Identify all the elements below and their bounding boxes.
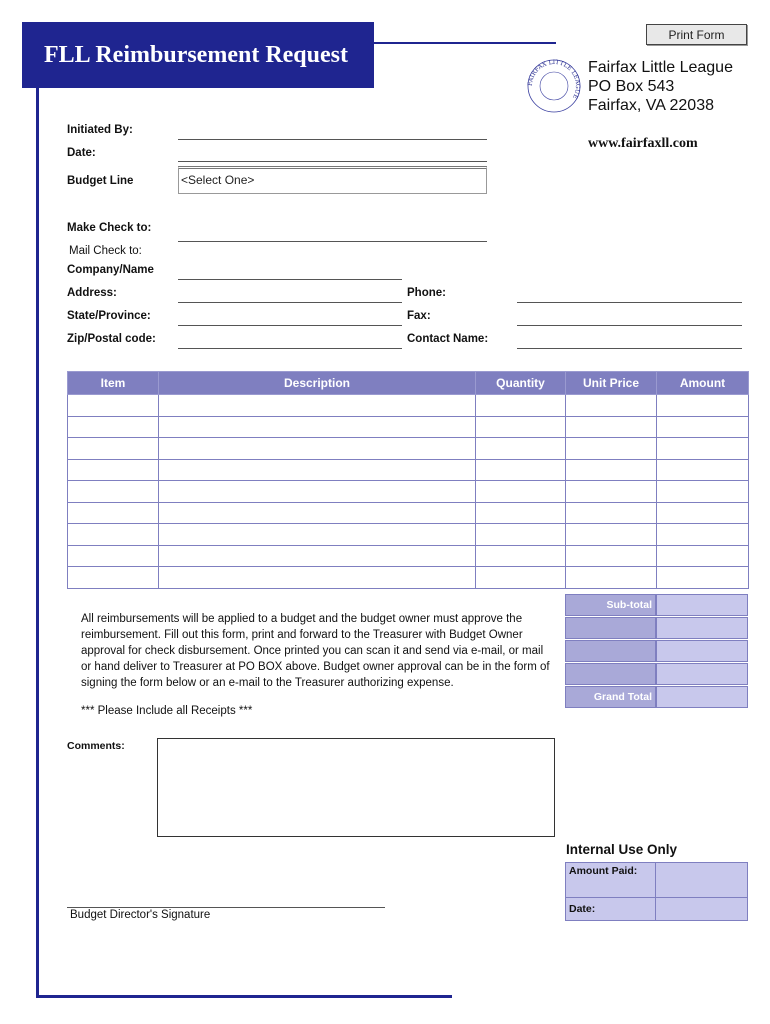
state-field[interactable] xyxy=(178,325,402,326)
table-cell[interactable] xyxy=(476,567,566,589)
subtotal-value[interactable] xyxy=(656,594,748,616)
phone-label: Phone: xyxy=(407,287,446,299)
table-cell[interactable] xyxy=(159,567,476,589)
org-website: www.fairfaxll.com xyxy=(588,136,698,151)
amount-paid-label: Amount Paid: xyxy=(566,863,656,897)
table-cell[interactable] xyxy=(68,481,159,503)
table-cell[interactable] xyxy=(159,502,476,524)
internal-use-title: Internal Use Only xyxy=(566,842,678,857)
contact-name-field[interactable] xyxy=(517,348,742,349)
totals-value[interactable] xyxy=(656,617,748,639)
amount-paid-row xyxy=(565,862,748,898)
contact-name-label: Contact Name: xyxy=(407,333,489,345)
comments-label: Comments: xyxy=(67,740,125,752)
grand-total-value[interactable] xyxy=(656,686,748,708)
table-cell[interactable] xyxy=(566,481,657,503)
comments-textarea[interactable] xyxy=(157,738,555,837)
grand-total-row xyxy=(565,686,748,709)
phone-field[interactable] xyxy=(517,302,742,303)
table-row xyxy=(68,481,749,503)
table-cell[interactable] xyxy=(159,481,476,503)
company-name-label: Company/Name xyxy=(67,264,154,276)
table-cell[interactable] xyxy=(476,459,566,481)
address-field[interactable] xyxy=(178,302,402,303)
zip-label: Zip/Postal code: xyxy=(67,333,156,345)
table-cell[interactable] xyxy=(657,395,749,417)
zip-field[interactable] xyxy=(178,348,402,349)
items-table xyxy=(67,371,749,589)
table-cell[interactable] xyxy=(657,524,749,546)
table-cell[interactable] xyxy=(159,524,476,546)
table-row xyxy=(68,524,749,546)
date-label: Date: xyxy=(67,147,96,159)
table-row xyxy=(68,459,749,481)
org-name: Fairfax Little League xyxy=(588,59,733,76)
table-cell[interactable] xyxy=(566,416,657,438)
description-header: Description xyxy=(159,372,476,395)
table-cell[interactable] xyxy=(476,481,566,503)
initiated-by-label: Initiated By: xyxy=(67,124,133,136)
table-row xyxy=(68,545,749,567)
table-cell[interactable] xyxy=(159,438,476,460)
budget-line-select[interactable]: <Select One> xyxy=(178,166,487,194)
league-seal-logo xyxy=(526,58,582,114)
internal-use-table xyxy=(565,862,748,921)
table-cell[interactable] xyxy=(566,502,657,524)
subtotal-row xyxy=(565,594,748,617)
table-cell[interactable] xyxy=(68,502,159,524)
paid-date-row xyxy=(565,898,748,921)
totals-label-blank xyxy=(565,640,656,662)
grand-total-label: Grand Total xyxy=(565,686,656,708)
org-address-1: PO Box 543 xyxy=(588,78,675,95)
item-header: Item xyxy=(68,372,159,395)
amount-paid-field[interactable] xyxy=(656,863,747,897)
signature-line[interactable] xyxy=(67,907,385,908)
table-cell[interactable] xyxy=(476,416,566,438)
table-cell[interactable] xyxy=(68,395,159,417)
signature-label: Budget Director's Signature xyxy=(70,909,211,921)
totals-value[interactable] xyxy=(656,663,748,685)
unit-price-header: Unit Price xyxy=(566,372,657,395)
paid-date-label: Date: xyxy=(566,898,656,920)
table-cell[interactable] xyxy=(657,567,749,589)
table-cell[interactable] xyxy=(657,459,749,481)
table-row xyxy=(68,502,749,524)
totals-block xyxy=(565,594,748,709)
org-block xyxy=(588,58,733,115)
table-cell[interactable] xyxy=(68,545,159,567)
make-check-to-label: Make Check to: xyxy=(67,222,152,234)
table-cell[interactable] xyxy=(476,545,566,567)
totals-row xyxy=(565,617,748,640)
totals-label-blank xyxy=(565,617,656,639)
table-cell[interactable] xyxy=(68,567,159,589)
state-label: State/Province: xyxy=(67,310,151,322)
address-label: Address: xyxy=(67,287,117,299)
item-rows xyxy=(68,395,749,589)
totals-row xyxy=(565,640,748,663)
bottom-rule xyxy=(36,995,452,998)
table-cell[interactable] xyxy=(566,395,657,417)
table-cell[interactable] xyxy=(657,438,749,460)
table-cell[interactable] xyxy=(159,459,476,481)
quantity-header: Quantity xyxy=(476,372,566,395)
table-cell[interactable] xyxy=(566,545,657,567)
table-row xyxy=(68,395,749,417)
table-cell[interactable] xyxy=(566,438,657,460)
table-cell[interactable] xyxy=(68,459,159,481)
table-cell[interactable] xyxy=(476,502,566,524)
top-rule xyxy=(374,42,556,44)
fax-label: Fax: xyxy=(407,310,431,322)
date-field[interactable] xyxy=(178,161,487,162)
totals-row xyxy=(565,663,748,686)
table-cell[interactable] xyxy=(566,524,657,546)
org-address-2: Fairfax, VA 22038 xyxy=(588,97,714,114)
table-cell[interactable] xyxy=(657,481,749,503)
initiated-by-field[interactable] xyxy=(178,139,487,140)
table-row xyxy=(68,416,749,438)
table-cell[interactable] xyxy=(566,459,657,481)
table-cell[interactable] xyxy=(476,395,566,417)
paid-date-field[interactable] xyxy=(656,898,747,920)
subtotal-label: Sub-total xyxy=(565,594,656,616)
left-border-rule xyxy=(36,88,39,998)
fax-field[interactable] xyxy=(517,325,742,326)
table-cell[interactable] xyxy=(476,438,566,460)
table-cell[interactable] xyxy=(657,502,749,524)
table-cell[interactable] xyxy=(68,438,159,460)
table-cell[interactable] xyxy=(159,545,476,567)
table-cell[interactable] xyxy=(566,567,657,589)
table-cell[interactable] xyxy=(68,416,159,438)
mail-check-to-label: Mail Check to: xyxy=(69,245,142,257)
seal-text: FAIRFAX LITTLE LEAGUE xyxy=(526,58,582,100)
form-title: FLL Reimbursement Request xyxy=(22,22,374,88)
table-cell[interactable] xyxy=(476,524,566,546)
budget-line-label: Budget Line xyxy=(67,175,134,187)
table-row xyxy=(68,438,749,460)
table-cell[interactable] xyxy=(159,416,476,438)
totals-label-blank xyxy=(565,663,656,685)
table-cell[interactable] xyxy=(657,545,749,567)
reimbursement-notice: All reimbursements will be applied to a budget and the budget owner must approve the reimbursement. Fill out this form, print and forward to the Treasurer with Budget Owner approval for check disbursement. Once printed you can scan it and send via e-mail, or mail or hand deliver to Treasurer at PO BOX above. Budget owner approval can be in the form of signing the form below or an e-mail to the Treasurer authorizing expense. xyxy=(81,613,550,689)
amount-header: Amount xyxy=(657,372,749,395)
table-cell[interactable] xyxy=(159,395,476,417)
print-form-button[interactable]: Print Form xyxy=(646,24,747,45)
table-cell[interactable] xyxy=(657,416,749,438)
receipts-note: *** Please Include all Receipts *** xyxy=(81,705,253,717)
make-check-to-field[interactable] xyxy=(178,241,487,242)
table-cell[interactable] xyxy=(68,524,159,546)
company-name-field[interactable] xyxy=(178,279,402,280)
table-row xyxy=(68,567,749,589)
svg-text:FAIRFAX LITTLE LEAGUE xyxy=(527,59,581,100)
totals-value[interactable] xyxy=(656,640,748,662)
